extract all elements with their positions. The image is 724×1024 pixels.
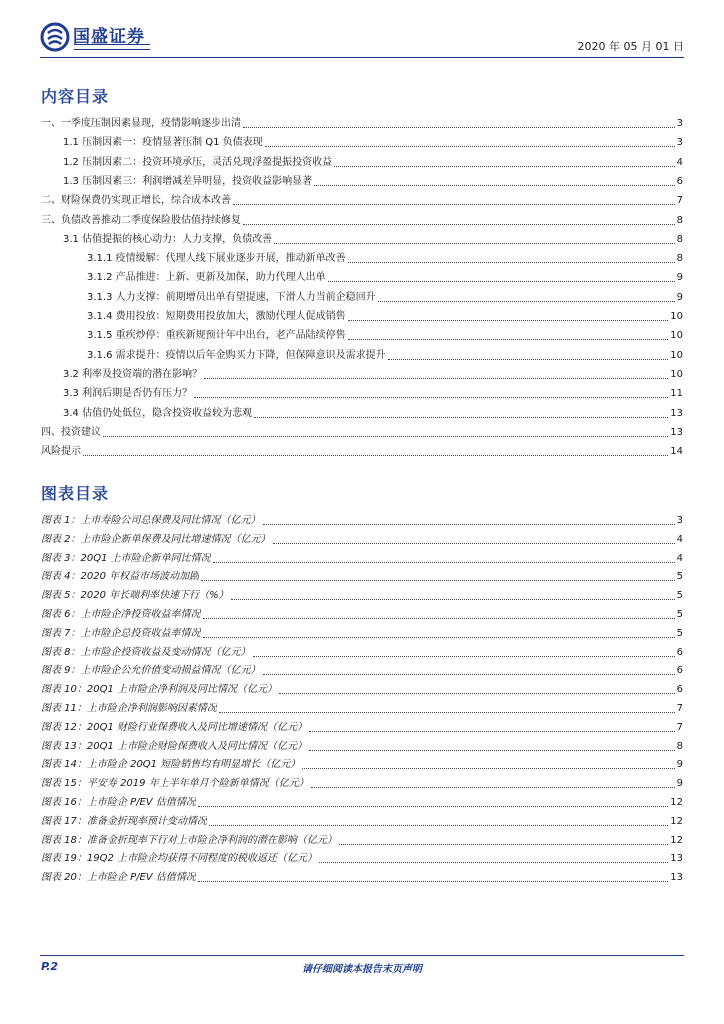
toc-entry[interactable] <box>41 364 683 382</box>
entry-label: 图表 8：上市险企投资收益及变动情况（亿元） <box>41 646 251 658</box>
entry-label: 图表 10：20Q1 上市险企净利润及同比情况（亿元） <box>41 684 278 696</box>
entry-page-number: 13 <box>670 407 683 419</box>
entry-label: 图表 12：20Q1 财险行业保费收入及同比增速情况（亿元） <box>41 721 308 733</box>
figure-entry[interactable] <box>41 830 683 848</box>
toc-entry[interactable] <box>41 171 683 189</box>
figure-entry[interactable] <box>41 510 683 528</box>
entry-label: 图表 5：2020 年长端利率快速下行（%） <box>41 590 229 602</box>
entry-label: 3.1.6 需求提升：疫情以后年金购买力下降，但保障意识及需求提升 <box>87 349 386 361</box>
figure-entry[interactable] <box>41 566 683 584</box>
toc-entry[interactable] <box>41 132 683 150</box>
dot-leader <box>265 146 675 147</box>
toc-entry[interactable] <box>41 210 683 228</box>
entry-page-number: 8 <box>676 740 683 752</box>
entry-label: 图表 19：19Q2 上市险企均获得不同程度的税收返还（亿元） <box>41 853 318 865</box>
entry-page-number: 5 <box>676 590 683 602</box>
entry-page-number: 12 <box>670 797 683 808</box>
entry-page-number: 3 <box>676 515 683 526</box>
figure-entry[interactable] <box>41 679 683 697</box>
entry-page-number: 5 <box>676 571 683 583</box>
entry-label: 图表 1：上市寿险公司总保费及同比情况（亿元） <box>41 515 261 526</box>
entry-page-number: 13 <box>670 872 683 884</box>
toc-entry[interactable] <box>41 267 683 285</box>
toc-entry[interactable] <box>41 345 683 363</box>
entry-label: 图表 14：上市险企 20Q1 短险销售均有明显增长（亿元） <box>41 759 301 771</box>
dot-leader <box>263 524 675 525</box>
entry-label: 图表 16：上市险企 P/EV 估值情况 <box>41 797 196 808</box>
dot-leader <box>233 204 675 205</box>
entry-label: 图表 20：上市险企 P/EV 估值情况 <box>41 872 196 884</box>
dot-leader <box>83 455 668 456</box>
dot-leader <box>309 731 675 732</box>
toc-entry[interactable] <box>41 287 683 305</box>
entry-label: 3.1.5 重疾炒停：重疾新规预计年中出台，老产品陆续停售 <box>87 330 346 342</box>
figure-entry[interactable] <box>41 848 683 866</box>
entry-label: 1.2 压制因素二：投资环境承压，灵活兑现浮盈提振投资收益 <box>63 156 333 168</box>
figure-entry[interactable] <box>41 736 683 754</box>
entry-label: 图表 6：上市险企净投资收益率情况 <box>41 609 201 620</box>
dot-leader <box>348 262 675 263</box>
figure-entry[interactable] <box>41 811 683 829</box>
entry-label: 1.3 压制因素三：利润增减差异明显，投资收益影响显著 <box>63 175 313 187</box>
dot-leader <box>263 674 675 675</box>
entry-label: 3.4 估值仍处低位，隐含投资收益较为悲观 <box>63 407 253 419</box>
entry-label: 3.1.1 疫情缓解：代理人线下展业逐步开展，推动新单改善 <box>87 253 346 265</box>
dot-leader <box>279 693 675 694</box>
page-number: P.2 <box>41 960 59 973</box>
entry-page-number: 7 <box>676 195 683 207</box>
dot-leader <box>198 806 668 807</box>
entry-page-number: 12 <box>670 815 683 827</box>
entry-page-number: 7 <box>676 703 683 714</box>
dot-leader <box>213 562 675 563</box>
entry-label: 1.1 压制因素一：疫情显著压制 Q1 负债表现 <box>63 137 263 149</box>
dot-leader <box>231 599 675 600</box>
dot-leader <box>209 825 668 826</box>
entry-label: 3.3 利润后期是否仍有压力？ <box>63 388 193 400</box>
dot-leader <box>254 417 668 418</box>
entry-page-number: 4 <box>676 533 683 545</box>
entry-label: 三、负债改善推动二季度保险股估值持续修复 <box>41 214 241 226</box>
header-divider <box>40 57 684 58</box>
dot-leader <box>311 787 675 788</box>
toc-entry[interactable] <box>41 152 683 170</box>
entry-label: 图表 3：20Q1 上市险企新单同比情况 <box>41 552 211 564</box>
dot-leader <box>204 378 668 379</box>
entry-label: 图表 13：20Q1 上市险企财险保费收入及同比情况（亿元） <box>41 740 308 752</box>
entry-page-number: 9 <box>676 778 683 790</box>
entry-label: 二、财险保费仍实现正增长，综合成本改善 <box>41 195 231 207</box>
report-date: 2020 年 05 月 01 日 <box>577 40 684 53</box>
dot-leader <box>339 844 668 845</box>
entry-label: 图表 7：上市险企总投资收益率情况 <box>41 627 201 639</box>
figure-entry[interactable] <box>41 717 683 735</box>
entry-label: 3.1.2 产品推进：上新、更新及加保，助力代理人出单 <box>87 272 326 284</box>
dot-leader <box>348 320 669 321</box>
dot-leader <box>253 656 675 657</box>
toc-title: 内容目录 <box>41 87 110 106</box>
dot-leader <box>334 166 675 167</box>
dot-leader <box>219 712 675 713</box>
entry-label: 3.1.4 费用投放：短期费用投放加大，激励代理人促成销售 <box>87 311 346 322</box>
entry-label: 3.1 估值提振的核心动力：人力支撑，负债改善 <box>63 233 273 245</box>
figure-entry[interactable] <box>41 604 683 622</box>
figure-entry[interactable] <box>41 529 683 547</box>
toc-entry[interactable] <box>41 422 683 440</box>
entry-page-number: 9 <box>676 272 683 284</box>
dot-leader <box>243 224 675 225</box>
figure-entry[interactable] <box>41 548 683 566</box>
entry-page-number: 4 <box>676 156 683 168</box>
entry-label: 一、一季度压制因素显现，疫情影响逐步出清 <box>41 118 241 129</box>
dot-leader <box>203 637 675 638</box>
dot-leader <box>274 243 675 244</box>
logo-text: 国盛证券 <box>73 27 145 47</box>
dot-leader <box>201 580 674 581</box>
toc-entry[interactable] <box>41 113 683 131</box>
dot-leader <box>388 359 669 360</box>
figure-entry[interactable] <box>41 585 683 603</box>
entry-page-number: 7 <box>676 721 683 733</box>
entry-page-number: 3 <box>676 137 683 149</box>
company-logo <box>40 20 160 54</box>
entry-page-number: 11 <box>670 388 683 400</box>
toc-entry[interactable] <box>41 325 683 343</box>
entry-label: 图表 17：准备金折现率预计变动情况 <box>41 815 207 827</box>
entry-page-number: 3 <box>676 118 683 129</box>
entry-page-number: 8 <box>676 233 683 245</box>
toc-entry[interactable] <box>41 248 683 266</box>
entry-label: 四、投资建议 <box>41 426 101 438</box>
toc-entry[interactable] <box>41 383 683 401</box>
dot-leader <box>314 185 675 186</box>
entry-page-number: 5 <box>676 627 683 639</box>
figure-entry[interactable] <box>41 754 683 772</box>
dot-leader <box>273 543 675 544</box>
figures-title: 图表目录 <box>41 484 110 503</box>
entry-page-number: 6 <box>676 665 683 677</box>
dot-leader <box>302 768 674 769</box>
footer-divider <box>40 955 684 956</box>
entry-label: 3.2 利率及投资端的潜在影响？ <box>63 368 203 380</box>
toc-entry[interactable] <box>41 403 683 421</box>
figure-entry[interactable] <box>41 623 683 641</box>
figure-entry[interactable] <box>41 642 683 660</box>
entry-page-number: 10 <box>670 330 683 342</box>
entry-label: 图表 2：上市险企新单保费及同比增速情况（亿元） <box>41 533 271 545</box>
toc-entry[interactable] <box>41 441 683 459</box>
figure-entry[interactable] <box>41 660 683 678</box>
figure-entry[interactable] <box>41 773 683 791</box>
entry-page-number: 8 <box>676 253 683 265</box>
dot-leader <box>309 750 675 751</box>
entry-label: 图表 11：上市险企净利润影响因素情况 <box>41 703 217 714</box>
entry-label: 3.1.3 人力支撑：前期增员出单有望提速，下滑人力当前企稳回升 <box>87 291 376 303</box>
dot-leader <box>378 301 675 302</box>
figure-entry[interactable] <box>41 867 683 885</box>
page-header <box>40 20 684 56</box>
entry-page-number: 10 <box>670 311 683 322</box>
dot-leader <box>328 281 675 282</box>
dot-leader <box>103 436 668 437</box>
toc-entry[interactable] <box>41 306 683 324</box>
entry-page-number: 10 <box>670 349 683 361</box>
entry-page-number: 6 <box>676 175 683 187</box>
entry-page-number: 6 <box>676 684 683 696</box>
entry-label: 图表 18：准备金折现率下行对上市险企净利润的潜在影响（亿元） <box>41 834 337 846</box>
entry-page-number: 14 <box>670 446 683 458</box>
entry-page-number: 8 <box>676 214 683 226</box>
dot-leader <box>319 862 668 863</box>
dot-leader <box>243 127 675 128</box>
entry-label: 图表 9：上市险企公允价值变动损益情况（亿元） <box>41 665 261 677</box>
entry-page-number: 10 <box>670 368 683 380</box>
entry-label: 图表 4：2020 年权益市场波动加剧 <box>41 571 200 583</box>
dot-leader <box>348 339 669 340</box>
figure-entry[interactable] <box>41 792 683 810</box>
entry-page-number: 12 <box>670 834 683 846</box>
disclaimer-note: 请仔细阅读本报告末页声明 <box>302 964 422 975</box>
entry-page-number: 13 <box>670 426 683 438</box>
entry-page-number: 6 <box>676 646 683 658</box>
entry-label: 风险提示 <box>41 446 81 458</box>
toc-entry[interactable] <box>41 229 683 247</box>
dot-leader <box>194 397 668 398</box>
entry-page-number: 9 <box>676 291 683 303</box>
dot-leader <box>198 881 668 882</box>
dot-leader <box>203 618 675 619</box>
figure-entry[interactable] <box>41 698 683 716</box>
entry-page-number: 4 <box>676 552 683 564</box>
toc-entry[interactable] <box>41 190 683 208</box>
logo-underline <box>74 44 150 50</box>
logo-mark-icon <box>40 22 70 52</box>
entry-page-number: 13 <box>670 853 683 865</box>
entry-label: 图表 15：平安寿 2019 年上半年单月个险新单情况（亿元） <box>41 778 309 790</box>
entry-page-number: 9 <box>676 759 683 771</box>
entry-page-number: 5 <box>676 609 683 620</box>
